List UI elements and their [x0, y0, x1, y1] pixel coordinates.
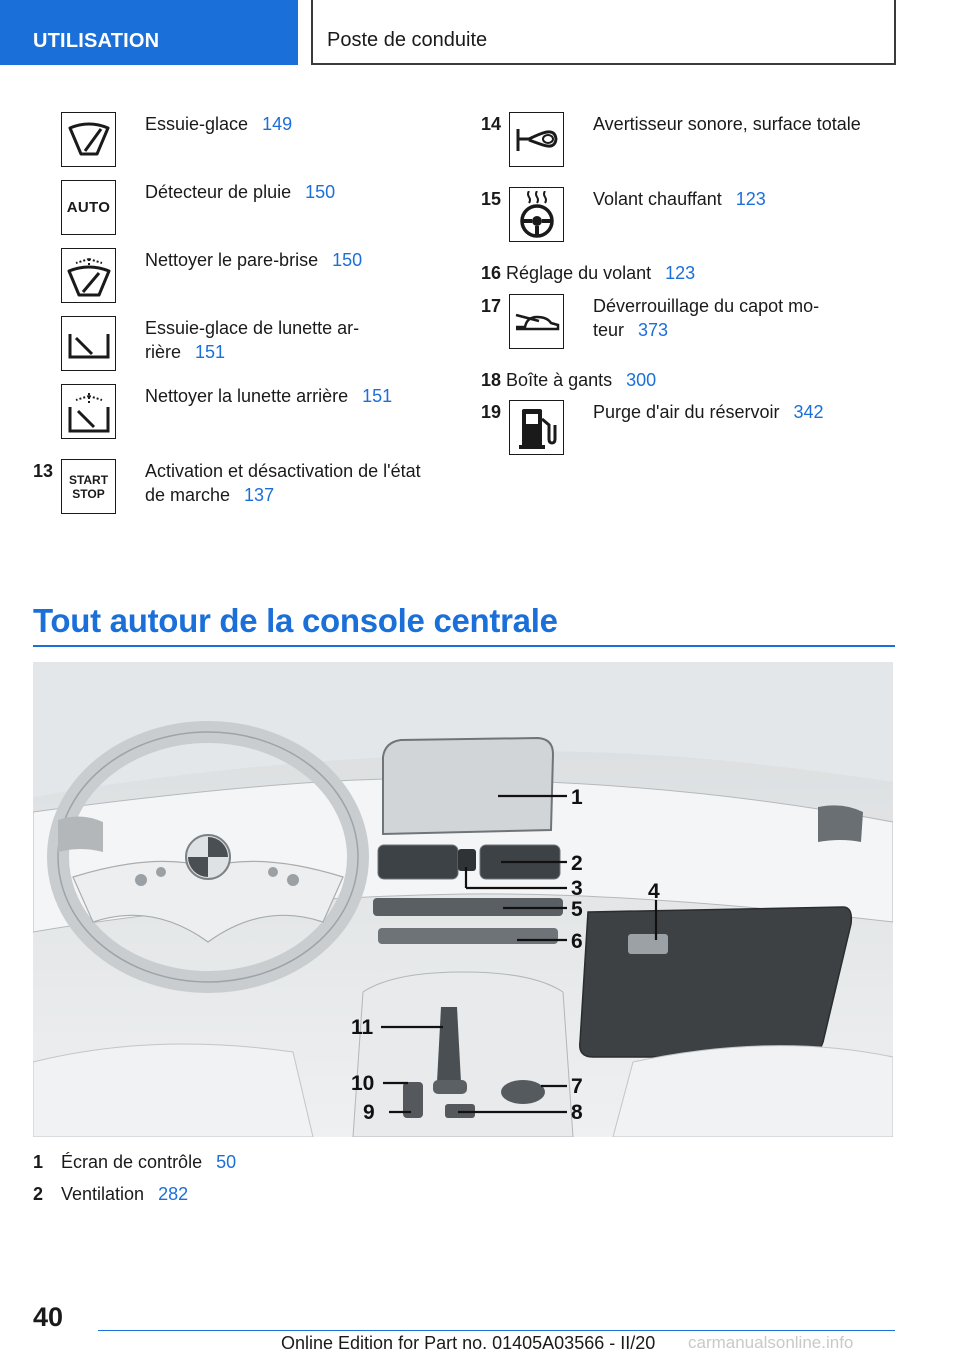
list-item [593, 400, 824, 424]
heated-steering-wheel-icon [509, 187, 564, 242]
page-ref-link[interactable]: 342 [793, 402, 824, 422]
item-label-cont: de marche [145, 485, 231, 505]
callout-4: 4 [648, 880, 660, 903]
callout-2: 2 [571, 852, 583, 875]
list-item [481, 261, 695, 285]
item-label: Essuie-glace de lunette ar- [145, 318, 360, 338]
page-number: 40 [33, 1302, 64, 1332]
rear-wiper-icon [61, 316, 116, 371]
rear-washer-icon [61, 384, 116, 439]
item-number: 19 [481, 402, 502, 422]
item-label: Nettoyer la lunette arrière [145, 386, 349, 406]
callout-10: 10 [351, 1072, 375, 1095]
page-ref-link[interactable]: 137 [244, 485, 275, 505]
page-ref-link[interactable]: 151 [195, 342, 226, 362]
page-ref-link[interactable]: 373 [638, 320, 669, 340]
callout-3: 3 [571, 877, 583, 900]
edition-text: Online Edition for Part no. 01405A03566 - II/20 [281, 1333, 656, 1353]
item-label-cont: rière [145, 342, 182, 362]
list-item [145, 459, 421, 507]
callout-6: 6 [571, 930, 583, 953]
list-item [593, 112, 861, 136]
item-number: 13 [33, 461, 54, 481]
chapter-title: Poste de conduite [311, 0, 896, 65]
item-number: 16 [481, 263, 502, 283]
item-label: Réglage du volant [506, 263, 652, 283]
start-icon-text: START [68, 472, 109, 487]
list-item [145, 316, 359, 364]
page-ref-link[interactable]: 123 [665, 263, 696, 283]
item-number: 17 [481, 296, 502, 316]
legend-label: Écran de contrôle [61, 1152, 203, 1172]
legend-number: 2 [33, 1184, 44, 1204]
start-stop-icon [61, 459, 116, 514]
page-ref-link[interactable]: 150 [305, 182, 336, 202]
list-item [481, 368, 656, 392]
wiper-icon [61, 112, 116, 167]
watermark: carmanualsonline.info [688, 1333, 854, 1352]
page-ref-link[interactable]: 149 [262, 114, 293, 134]
section-heading: Tout autour de la console centrale [33, 602, 558, 639]
center-console-illustration [33, 662, 893, 1137]
page-ref-link[interactable]: 300 [626, 370, 657, 390]
item-label: Volant chauffant [593, 189, 722, 209]
callout-1: 1 [571, 786, 583, 809]
bonnet-release-icon [509, 294, 564, 349]
item-label: Nettoyer le pare-brise [145, 250, 319, 270]
fuel-pump-icon [509, 400, 564, 455]
item-label: Détecteur de pluie [145, 182, 292, 202]
page-ref-link[interactable]: 50 [216, 1152, 237, 1172]
list-item [593, 294, 819, 342]
callout-5: 5 [571, 898, 583, 921]
section-divider [33, 645, 895, 647]
list-item [145, 180, 335, 204]
item-label: Avertisseur sonore, surface totale [593, 114, 861, 134]
item-label-cont: teur [593, 320, 625, 340]
footer-divider [98, 1330, 895, 1331]
legend-number: 1 [33, 1152, 44, 1172]
item-label: Essuie-glace [145, 114, 249, 134]
callout-9: 9 [363, 1101, 375, 1124]
list-item [145, 384, 392, 408]
list-item [145, 248, 362, 272]
item-number: 14 [481, 114, 502, 134]
section-tab: UTILISATION [0, 0, 298, 65]
horn-icon [509, 112, 564, 167]
item-number: 15 [481, 189, 502, 209]
auto-rain-sensor-icon [61, 180, 116, 235]
page-ref-link[interactable]: 282 [158, 1184, 189, 1204]
item-label: Activation et désactivation de l'état [145, 461, 421, 481]
item-label: Purge d'air du réservoir [593, 402, 780, 422]
item-number: 18 [481, 370, 502, 390]
list-item [593, 187, 766, 211]
dashboard-drawing [33, 662, 893, 1137]
callout-8: 8 [571, 1101, 583, 1124]
page-ref-link[interactable]: 150 [332, 250, 363, 270]
windscreen-washer-icon [61, 248, 116, 303]
item-label: Déverrouillage du capot mo- [593, 296, 820, 316]
item-label: Boîte à gants [506, 370, 613, 390]
auto-icon-text: AUTO [66, 199, 111, 216]
callout-7: 7 [571, 1075, 583, 1098]
list-item [145, 112, 292, 136]
callout-11: 11 [351, 1016, 374, 1039]
stop-icon-text: STOP [72, 486, 105, 501]
page-ref-link[interactable]: 123 [735, 189, 766, 209]
legend-label: Ventilation [61, 1184, 145, 1204]
page-ref-link[interactable]: 151 [362, 386, 393, 406]
